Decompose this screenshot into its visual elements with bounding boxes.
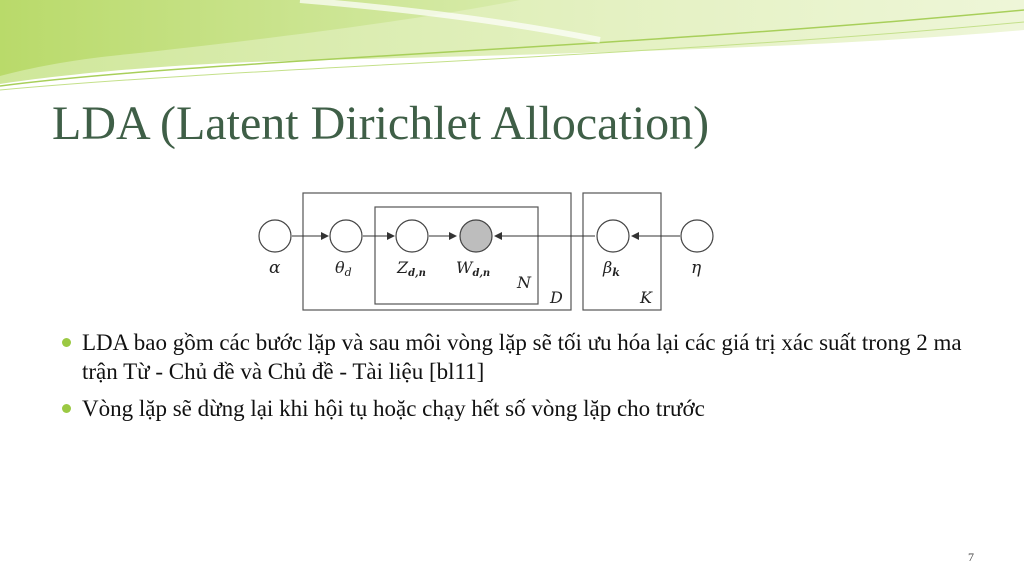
label-beta: βk [603,258,620,279]
plate-label-n: N [517,273,531,292]
slide-title: LDA (Latent Dirichlet Allocation) [52,97,710,150]
bullet-text: LDA bao gồm các bước lặp và sau môi vòng lặp sẽ tối ưu hóa lại các giá trị xác suất trong 2 ma trận Từ - Chủ đề và Chủ đề - Tài liệu [bl11] [82,330,962,384]
bullet-item [62,394,982,423]
node-beta [597,220,629,252]
plate-label-k: K [640,288,652,307]
lda-plate-diagram [250,185,730,320]
bullet-item [62,328,982,386]
node-theta [330,220,362,252]
node-alpha [259,220,291,252]
label-w: Wd,n [456,258,491,279]
label-theta: θd [335,258,352,279]
page-number: 7 [968,550,974,564]
bullet-list [62,328,982,431]
label-z: Zd,n [397,258,426,279]
decorative-header-banner [0,0,1024,100]
plate-n [375,207,538,304]
bullet-dot-icon [62,404,71,413]
node-w-observed [460,220,492,252]
label-eta: η [691,258,702,278]
bullet-text: Vòng lặp sẽ dừng lại khi hội tụ hoặc chạy hết số vòng lặp cho trước [82,396,705,421]
bullet-dot-icon [62,338,71,347]
label-alpha: α [269,258,281,278]
plate-label-d: D [550,288,563,307]
node-z [396,220,428,252]
node-eta [681,220,713,252]
